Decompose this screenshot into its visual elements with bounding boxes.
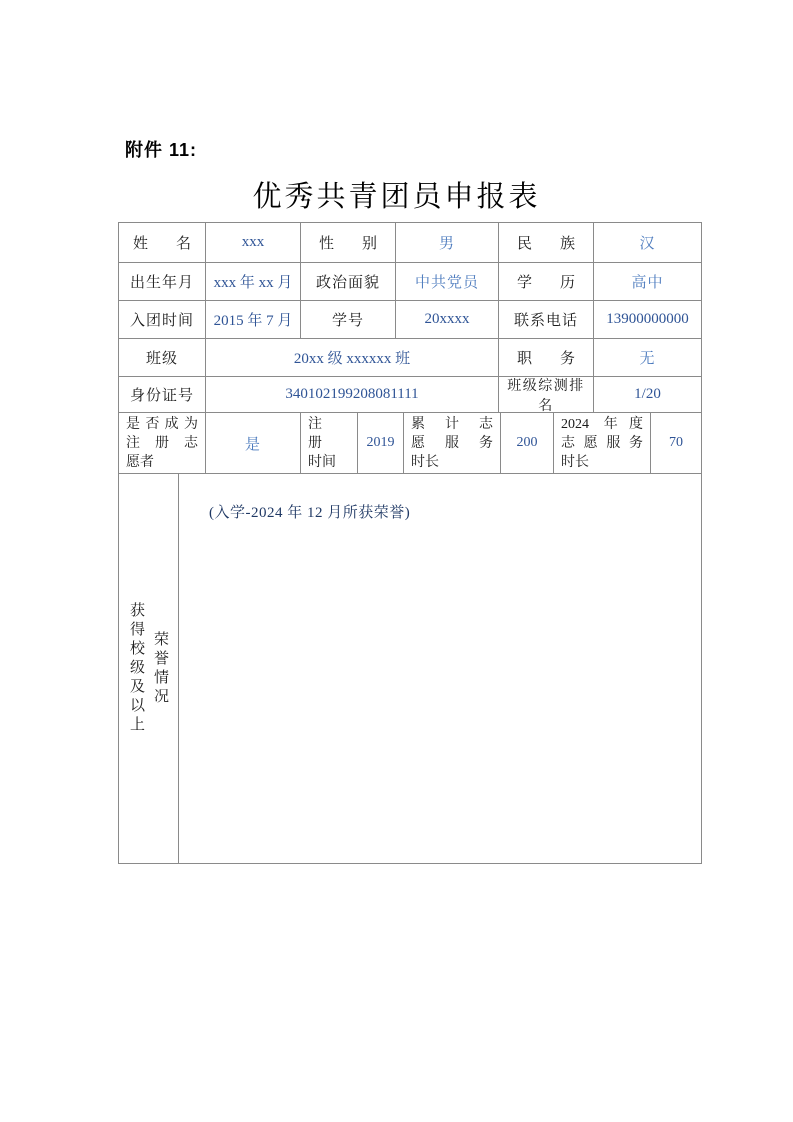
total-hours-label-line3: 时长 <box>411 454 439 470</box>
registered-volunteer-label-cell <box>119 413 206 474</box>
class-rank-value: 1/20 <box>634 386 661 402</box>
education-label: 学历 <box>517 275 575 291</box>
total-hours-label-line1: 累计志 <box>411 416 493 432</box>
honors-side-label-col2: 荣誉情况 <box>152 630 168 707</box>
application-form-table <box>118 222 702 864</box>
registered-volunteer-value-cell <box>206 413 301 474</box>
education-value: 高中 <box>631 274 664 291</box>
reg-time-label <box>301 415 357 472</box>
birth-value: xxx 年 xx 月 <box>213 275 293 291</box>
reg-time-value: 2019 <box>366 435 395 450</box>
education-value-cell <box>594 263 701 301</box>
class-label: 班级 <box>145 351 178 367</box>
birth-label-cell <box>119 263 206 301</box>
student-id-value: 20xxxx <box>424 311 470 327</box>
ethnicity-value: 汉 <box>639 235 656 252</box>
class-rank-value-cell <box>594 377 701 413</box>
education-label-cell <box>499 263 594 301</box>
student-id-label-cell <box>301 301 396 339</box>
political-value: 中共党员 <box>414 274 479 291</box>
total-hours-label-line2: 愿服务 <box>411 435 493 451</box>
class-rank-label-cell <box>499 377 594 413</box>
ethnicity-value-cell <box>594 223 701 263</box>
student-id-label: 学号 <box>331 313 364 329</box>
phone-value-cell <box>594 301 701 339</box>
total-hours-value-cell <box>501 413 554 474</box>
birth-label: 出生年月 <box>129 275 194 291</box>
position-value: 无 <box>639 350 656 367</box>
registered-volunteer-value: 是 <box>244 435 261 453</box>
name-value: xxx <box>241 234 265 250</box>
attachment-label: 附件 11: <box>125 140 198 160</box>
total-hours-value: 200 <box>516 435 538 450</box>
class-label-cell <box>119 339 206 377</box>
total-hours-label-cell <box>404 413 501 474</box>
gender-value: 男 <box>438 235 455 252</box>
reg-time-label-line1: 注 <box>308 416 322 432</box>
year-hours-value: 70 <box>669 435 683 450</box>
political-label: 政治面貌 <box>315 275 380 291</box>
class-rank-label: 班级综测排名 <box>507 378 585 413</box>
phone-value: 13900000000 <box>606 311 689 327</box>
ethnicity-label-cell <box>499 223 594 263</box>
total-hours-label <box>404 415 500 472</box>
honors-content-cell <box>179 474 701 863</box>
reg-time-label-line2: 册 <box>308 435 322 451</box>
gender-label-cell <box>301 223 396 263</box>
position-value-cell <box>594 339 701 377</box>
phone-label-cell <box>499 301 594 339</box>
phone-label: 联系电话 <box>513 313 578 329</box>
join-league-label: 入团时间 <box>129 313 194 329</box>
political-value-cell <box>396 263 499 301</box>
political-label-cell <box>301 263 396 301</box>
year-hours-value-cell <box>651 413 701 474</box>
join-league-value-cell <box>206 301 301 339</box>
name-value-cell <box>206 223 301 263</box>
class-value: 20xx 级 xxxxxx 班 <box>293 351 411 367</box>
ethnicity-label: 民族 <box>517 236 575 252</box>
position-label: 职务 <box>517 351 575 367</box>
honors-side-label-col1: 获得校级及以上 <box>128 602 144 735</box>
class-value-cell <box>206 339 499 377</box>
join-league-label-cell <box>119 301 206 339</box>
registered-volunteer-label-line3: 愿者 <box>126 454 154 470</box>
name-label-cell <box>119 223 206 263</box>
year-hours-label-line3: 时长 <box>561 454 589 470</box>
year-hours-label-cell <box>554 413 651 474</box>
registered-volunteer-label <box>119 415 205 472</box>
registered-volunteer-label-line2: 注册志 <box>126 435 198 451</box>
honors-side-label-cell <box>119 474 179 863</box>
name-label: 姓名 <box>133 236 191 252</box>
reg-time-label-cell <box>301 413 358 474</box>
join-league-value: 2015 年 7 月 <box>213 313 293 329</box>
id-number-value-cell <box>206 377 499 413</box>
gender-value-cell <box>396 223 499 263</box>
id-number-value: 340102199208081111 <box>285 386 419 402</box>
student-id-value-cell <box>396 301 499 339</box>
id-number-label-cell <box>119 377 206 413</box>
registered-volunteer-label-line1: 是否成为 <box>126 416 198 432</box>
honors-period-note: (入学-2024 年 12 月所获荣誉) <box>209 505 411 521</box>
year-hours-label-line1: 2024 年度 <box>561 416 643 432</box>
year-hours-label <box>554 415 650 472</box>
gender-label: 性别 <box>319 236 377 252</box>
position-label-cell <box>499 339 594 377</box>
id-number-label: 身份证号 <box>129 388 194 404</box>
year-hours-label-line2: 志愿服务 <box>561 435 643 451</box>
page-title: 优秀共青团员申报表 <box>252 181 541 213</box>
reg-time-label-line3: 时间 <box>308 454 336 470</box>
birth-value-cell <box>206 263 301 301</box>
reg-time-value-cell <box>358 413 404 474</box>
